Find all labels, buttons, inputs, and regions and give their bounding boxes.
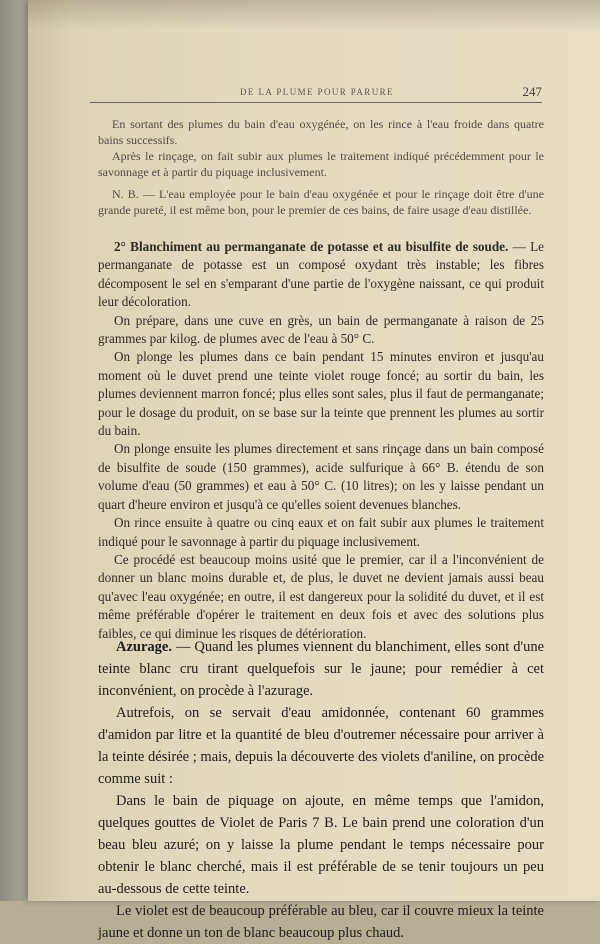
header-rule — [90, 102, 542, 103]
section-permanganate — [98, 238, 544, 643]
paragraph: Autrefois, on se servait d'eau amidonnée, contenant 60 grammes d'amidon par litre et la quantité de bleu d'outremer nécessaire pour arriver à la teinte désirée ; mais, depuis la découverte des violets d'aniline, on procède comme suit : — [98, 705, 544, 787]
paragraph — [98, 238, 544, 312]
paragraph: On rince ensuite à quatre ou cinq eaux et on fait subir aux plumes le traitement indiqué pour le savonnage à partir du piquage inclusivement. — [98, 515, 544, 549]
paragraph-text: — Quand les plumes viennent du blanchiment, elles sont d'une teinte blanc cru tirant quelquefois sur le jaune; pour remédier à cet inconvénient, on procède à l'azurage. — [98, 639, 545, 699]
page-header — [90, 84, 542, 106]
intro-section — [98, 116, 544, 218]
paragraph: Après le rinçage, on fait subir aux plumes le traitement indiqué précédemment pour le savonnage et à partir du piquage inclusivement. — [98, 149, 544, 179]
paragraph: On plonge ensuite les plumes directement et sans rinçage dans un bain composé de bisulfite de soude (150 grammes), acide sulfurique à 66° B. étendu de son volume d'eau (50 grammes) et eau à 50° C. (10 litres); on les y laisse pendant un quart d'heure environ et jusqu'à ce qu'elles soient devenues blanches. — [98, 441, 544, 512]
book-page — [28, 0, 600, 941]
section-azurage — [98, 636, 544, 944]
note-paragraph: N. B. — L'eau employée pour le bain d'eau oxygénée et pour le rinçage doit être d'une grande pureté, il est même bon, pour le premier de ces bains, de faire usage d'eau distillée. — [98, 187, 544, 217]
paragraph — [98, 636, 544, 702]
paragraph: On plonge les plumes dans ce bain pendant 15 minutes environ et jusqu'au moment où le duvet prend une teinte violet rouge foncé; au sortir du bain, les plumes deviennent marron foncé; plus elles sont sales, plus il faut de permanganate; pour le dosage du produit, on se base sur la teinte que prennent les plumes au sortir du bain. — [98, 349, 544, 439]
paragraph: Dans le bain de piquage on ajoute, en même temps que l'amidon, quelques gouttes de Violet de Paris 7 B. Le bain prend une coloration d'un beau bleu azuré; on y laisse la plume pendant le temps nécessaire pour obtenir le blanc cherché, mais il est préférable de se tenir toujours un peu au-dessous de cette teinte. — [98, 793, 544, 897]
paragraph: On prépare, dans une cuve en grès, un bain de permanganate à raison de 25 grammes par kilog. de plumes avec de l'eau à 50° C. — [98, 312, 544, 347]
section-heading: Azurage. — [116, 639, 172, 655]
section-heading: 2° Blanchiment au permanganate de potasse et au bisulfite de soude. — [114, 239, 509, 254]
running-head: DE LA PLUME POUR PARURE — [240, 87, 394, 97]
paragraph: Ce procédé est beaucoup moins usité que le premier, car il a l'inconvénient de donner un blanc moins durable et, de plus, le duvet ne devient jamais aussi beau qu'avec l'eau oxygénée; en outre, il est dangereux pour la solidité du duvet, et il est même préférable d'opérer le traitement en deux fois et avec des solutions plus faibles, ce qui diminue les risques de détérioration. — [98, 551, 544, 641]
paragraph-text: — Le permanganate de potasse est un composé oxydant très instable; les fibres décomposent le sel en s'emparant d'une partie de l'oxygène naissant, ce qui produit leur décoloration. — [98, 239, 545, 310]
paragraph: Le violet est de beaucoup préférable au bleu, car il couvre mieux la teinte jaune et donne un ton de blanc beaucoup plus chaud. — [98, 903, 544, 941]
paragraph: En sortant des plumes du bain d'eau oxygénée, on les rince à l'eau froide dans quatre bains successifs. — [98, 117, 544, 147]
page-number: 247 — [522, 84, 542, 99]
